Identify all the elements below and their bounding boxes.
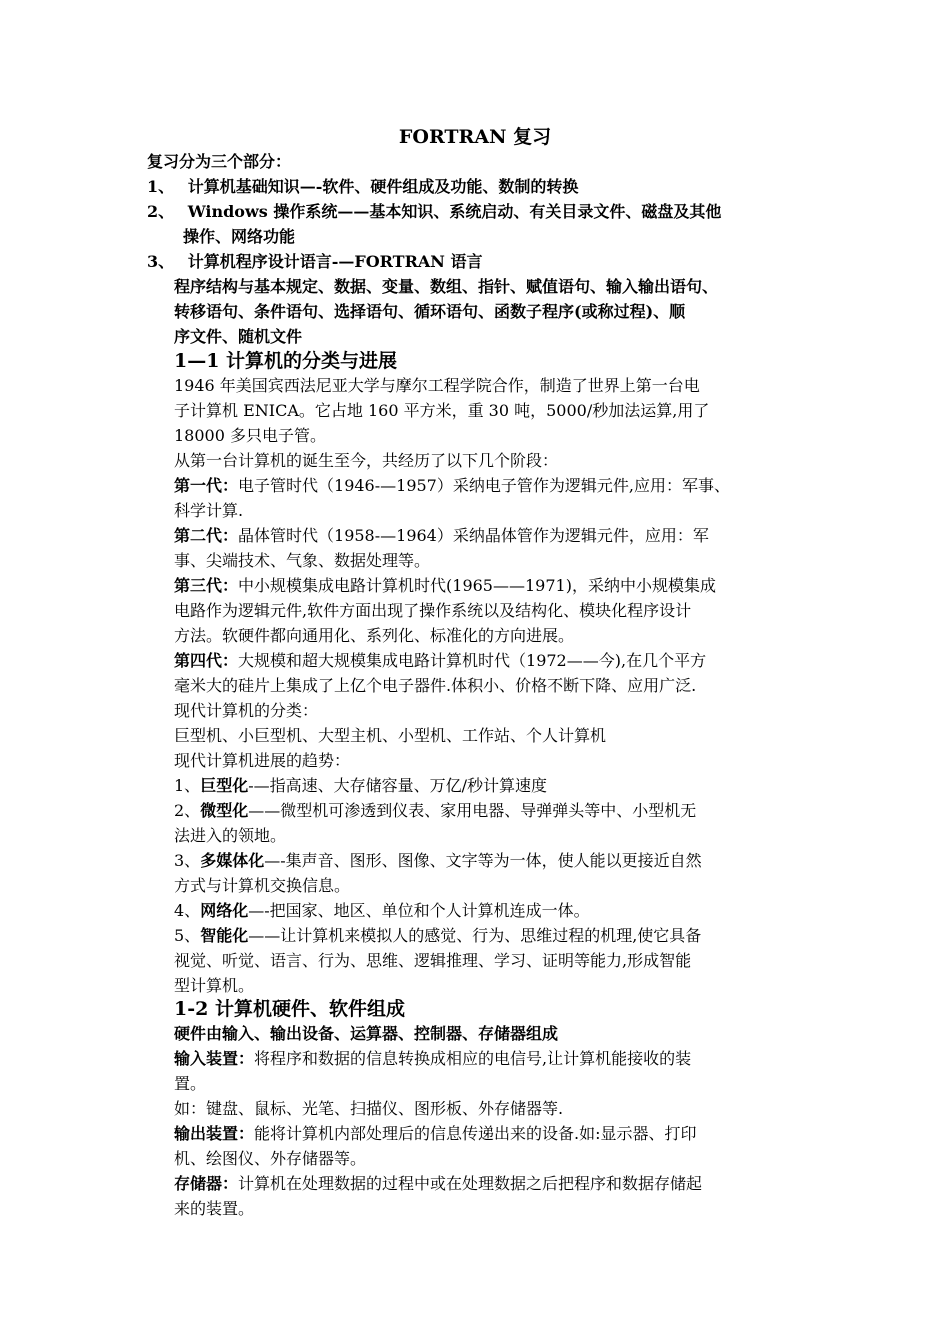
trend-5-continued: 型计算机。	[174, 976, 255, 995]
trend-number: 1、	[174, 776, 201, 795]
trend-3	[174, 849, 702, 873]
output-device-continued: 机、绘图仪、外存储器等。	[174, 1149, 367, 1168]
trend-text: —-集声音、图形、图像、文字等为一体，使人能以更接近自然	[264, 851, 702, 870]
generation-3	[174, 574, 716, 598]
trend-number: 3、	[174, 851, 201, 870]
stages-intro: 从第一台计算机的诞生至今，共经历了以下几个阶段：	[174, 451, 559, 470]
generation-4	[174, 649, 706, 673]
term-text: 计算机在处理数据的过程中或在处理数据之后把程序和数据存储起	[238, 1174, 703, 1193]
term-text: 能将计算机内部处理后的信息传递出来的设备.如:显示器、打印	[254, 1124, 697, 1143]
part-number: 3、	[147, 252, 175, 271]
trend-text: ——让计算机来模拟人的感觉、行为、思维过程的机理,使它具备	[248, 926, 702, 945]
trend-2	[174, 799, 696, 823]
trend-text: ——微型机可渗透到仪表、家用电器、导弹弹头等中、小型机无	[248, 801, 697, 820]
trend-intro: 现代计算机进展的趋势：	[174, 751, 351, 770]
trend-label: 巨型化	[200, 776, 249, 795]
storage-device	[174, 1172, 702, 1196]
generation-1	[174, 474, 730, 498]
trend-5	[174, 924, 701, 948]
part-3-detail-line: 程序结构与基本规定、数据、变量、数组、指针、赋值语句、输入输出语句、	[174, 277, 719, 296]
trend-number: 5、	[174, 926, 201, 945]
term-text: 将程序和数据的信息转换成相应的电信号,让计算机能接收的装	[254, 1049, 692, 1068]
trend-number: 4、	[174, 901, 201, 920]
input-device	[174, 1047, 691, 1071]
intro-text: 复习分为三个部分：	[147, 152, 292, 171]
trend-text: —-把国家、地区、单位和个人计算机连成一体。	[248, 901, 590, 920]
input-examples: 如：键盘、鼠标、光笔、扫描仪、图形板、外存储器等.	[174, 1099, 564, 1118]
term-label: 输出装置：	[174, 1124, 255, 1143]
trend-text: -—指高速、大存储容量、万亿/秒计算速度	[248, 776, 548, 795]
history-line: 1946 年美国宾西法尼亚大学与摩尔工程学院合作，制造了世界上第一台电	[174, 376, 700, 395]
generation-2-continued: 事、尖端技术、气象、数据处理等。	[174, 551, 431, 570]
generation-label: 第三代：	[174, 576, 239, 595]
part-3	[147, 250, 483, 274]
part-text: Windows 操作系统——基本知识、系统启动、有关目录文件、磁盘及其他	[187, 202, 722, 221]
part-text: 计算机程序设计语言-—FORTRAN 语言	[187, 252, 483, 271]
term-label: 存储器：	[174, 1174, 239, 1193]
trend-5-continued: 视觉、听觉、语言、行为、思维、逻辑推理、学习、证明等能力,形成智能	[174, 951, 692, 970]
trend-label: 多媒体化	[200, 851, 265, 870]
output-device	[174, 1122, 697, 1146]
generation-label: 第二代：	[174, 526, 239, 545]
input-device-continued: 置。	[174, 1074, 207, 1093]
history-line: 18000 多只电子管。	[174, 426, 326, 445]
part-number: 1、	[147, 177, 175, 196]
generation-2	[174, 524, 709, 548]
generation-text: 中小规模集成电路计算机时代(1965——1971)，采纳中小规模集成	[238, 576, 716, 595]
generation-1-continued: 科学计算.	[174, 501, 244, 520]
part-2	[147, 200, 721, 224]
document-title: FORTRAN 复习	[398, 126, 552, 148]
trend-label: 智能化	[200, 926, 249, 945]
generation-text: 电子管时代（1946-—1957）采纳电子管作为逻辑元件,应用：军事、	[238, 476, 730, 495]
term-label: 输入装置：	[174, 1049, 255, 1068]
trend-3-continued: 方式与计算机交换信息。	[174, 876, 351, 895]
generation-text: 大规模和超大规模集成电路计算机时代（1972——今),在几个平方	[238, 651, 707, 670]
storage-device-continued: 来的装置。	[174, 1199, 255, 1218]
part-2-continued: 操作、网络功能	[183, 227, 296, 246]
generation-label: 第一代：	[174, 476, 239, 495]
trend-label: 网络化	[200, 901, 249, 920]
generation-text: 晶体管时代（1958-—1964）采纳晶体管作为逻辑元件，应用：军	[238, 526, 709, 545]
generation-4-continued: 毫米大的硅片上集成了上亿个电子器件.体积小、价格不断下降、应用广泛.	[174, 676, 697, 695]
classification-intro: 现代计算机的分类：	[174, 701, 319, 720]
part-3-detail-line: 序文件、随机文件	[174, 327, 303, 346]
trend-2-continued: 法进入的领地。	[174, 826, 287, 845]
generation-label: 第四代：	[174, 651, 239, 670]
trend-number: 2、	[174, 801, 201, 820]
part-1	[147, 175, 578, 199]
generation-3-continued: 电路作为逻辑元件,软件方面出现了操作系统以及结构化、模块化程序设计	[174, 601, 692, 620]
trend-4	[174, 899, 590, 923]
section-2-subheading: 硬件由输入、输出设备、运算器、控制器、存储器组成	[174, 1024, 559, 1043]
trend-1	[174, 774, 547, 798]
part-3-detail-line: 转移语句、条件语句、选择语句、循环语句、函数子程序(或称过程)、顺	[174, 302, 686, 321]
history-line: 子计算机 ENICA。它占地 160 平方米，重 30 吨，5000/秒加法运算,用了	[174, 401, 710, 420]
trend-label: 微型化	[200, 801, 249, 820]
section-1-heading: 1—1 计算机的分类与进展	[174, 350, 398, 372]
part-text: 计算机基础知识—-软件、硬件组成及功能、数制的转换	[187, 177, 579, 196]
part-number: 2、	[147, 202, 175, 221]
section-2-heading: 1-2 计算机硬件、软件组成	[174, 998, 405, 1020]
generation-3-continued: 方法。软硬件都向通用化、系列化、标准化的方向进展。	[174, 626, 575, 645]
classification-list: 巨型机、小巨型机、大型主机、小型机、工作站、个人计算机	[174, 726, 607, 745]
